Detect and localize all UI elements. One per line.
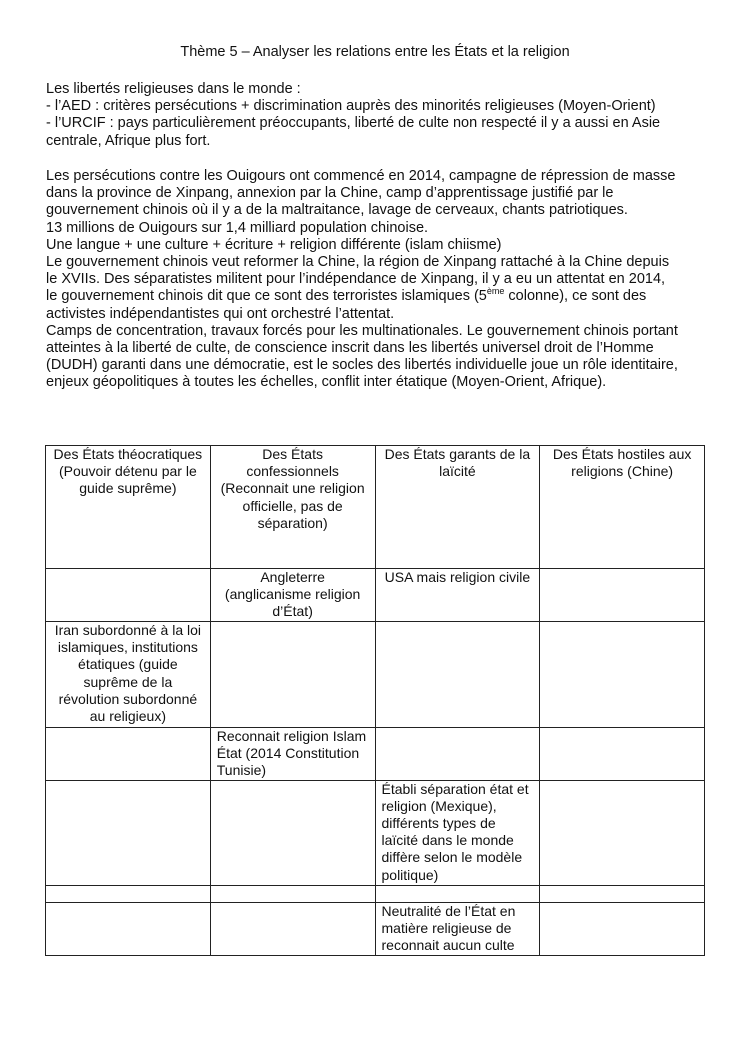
table-cell: Neutralité de l’État en matière religieuse de reconnait aucun culte bbox=[375, 902, 540, 955]
table-cell bbox=[46, 728, 211, 781]
body-line: (DUDH) garanti dans une démocratie, est le socles des libertés individuelle joue un rôle identitaire, bbox=[46, 357, 678, 374]
header-cell-theocratic: Des États théocratiques (Pouvoir détenu par le guide suprême) bbox=[46, 446, 211, 569]
body-line-part: le gouvernement chinois dit que ce sont des terroristes islamiques (5 bbox=[46, 288, 487, 305]
table-cell bbox=[210, 780, 375, 885]
table-cell bbox=[46, 902, 211, 955]
table-cell: Établi séparation état et religion (Mexique), différents types de laïcité dans le monde diffère selon le modèle politique) bbox=[375, 780, 540, 885]
table-cell bbox=[46, 569, 211, 622]
table-cell bbox=[375, 728, 540, 781]
body-line: activistes indépendantistes qui ont orchestré l’attentat. bbox=[46, 305, 395, 322]
intro-aed-line: - l’AED : critères persécutions + discrimination auprès des minorités religieuses (Moyen-Orient) bbox=[46, 98, 656, 115]
intro-urcif-line-2: centrale, Afrique plus fort. bbox=[46, 132, 211, 149]
table-cell bbox=[540, 728, 705, 781]
table-cell bbox=[46, 780, 211, 885]
header-cell-secular: Des États garants de la laïcité bbox=[375, 446, 540, 569]
table-header-row bbox=[46, 446, 705, 569]
table-cell bbox=[540, 885, 705, 902]
intro-heading: Les libertés religieuses dans le monde : bbox=[46, 81, 301, 97]
table-cell bbox=[46, 885, 211, 902]
body-line: 13 millions de Ouigours sur 1,4 milliard population chinoise. bbox=[46, 219, 429, 236]
table-row bbox=[46, 569, 705, 622]
table-cell bbox=[375, 622, 540, 728]
body-line: Camps de concentration, travaux forcés pour les multinationales. Le gouvernement chinois portant bbox=[46, 322, 678, 339]
body-line: dans la province de Xinpang, annexion par la Chine, camp d’apprentissage justifié par le bbox=[46, 185, 614, 202]
table-row bbox=[46, 622, 705, 728]
table-cell: USA mais religion civile bbox=[375, 569, 540, 622]
body-line: Une langue + une culture + écriture + religion différente (islam chiisme) bbox=[46, 236, 502, 253]
table-cell bbox=[540, 569, 705, 622]
table-cell bbox=[540, 622, 705, 728]
table-cell bbox=[210, 622, 375, 728]
table-row bbox=[46, 728, 705, 781]
body-line-part: colonne), ce sont des bbox=[504, 288, 647, 305]
table-row bbox=[46, 780, 705, 885]
table-row bbox=[46, 885, 705, 902]
superscript: ème bbox=[486, 286, 505, 297]
table-cell bbox=[210, 902, 375, 955]
table-cell bbox=[375, 885, 540, 902]
table-row bbox=[46, 902, 705, 955]
body-line: enjeux géopolitiques à toutes les échelles, conflit inter étatique (Moyen-Orient, Afrique). bbox=[46, 374, 607, 391]
body-line: atteintes à la liberté de culte, de conscience inscrit dans les libertés universel droit de l’Homme bbox=[46, 340, 654, 357]
body-line: Le gouvernement chinois veut reformer la Chine, la région de Xinpang rattaché à la Chine depuis bbox=[46, 254, 670, 271]
intro-urcif-line-1: - l’URCIF : pays particulièrement préoccupants, liberté de culte non respecté il y a aussi en Asie bbox=[46, 115, 661, 132]
page-title: Thème 5 – Analyser les relations entre les États et la religion bbox=[180, 44, 570, 60]
body-line bbox=[46, 288, 716, 305]
body-paragraph bbox=[46, 168, 716, 392]
body-line: Les persécutions contre les Ouigours ont commencé en 2014, campagne de répression de masse bbox=[46, 168, 676, 184]
table-cell bbox=[210, 885, 375, 902]
body-line: le XVIIs. Des séparatistes militent pour l’indépendance de Xinpang, il y a eu un attentat en 2014, bbox=[46, 271, 666, 288]
body-line: gouvernement chinois où il y a de la maltraitance, lavage de cerveaux, chants patriotiques. bbox=[46, 202, 628, 219]
table-cell bbox=[540, 902, 705, 955]
states-religion-table bbox=[45, 445, 705, 956]
table-cell: Iran subordonné à la loi islamiques, institutions étatiques (guide suprême de la révolution subordonné au religieux) bbox=[46, 622, 211, 728]
table-cell: Angleterre (anglicanisme religion d’État) bbox=[210, 569, 375, 622]
intro-paragraph bbox=[46, 81, 716, 150]
header-cell-confessional: Des États confessionnels (Reconnait une religion officielle, pas de séparation) bbox=[210, 446, 375, 569]
table-cell bbox=[540, 780, 705, 885]
header-cell-hostile: Des États hostiles aux religions (Chine) bbox=[540, 446, 705, 569]
table-cell: Reconnait religion Islam État (2014 Constitution Tunisie) bbox=[210, 728, 375, 781]
